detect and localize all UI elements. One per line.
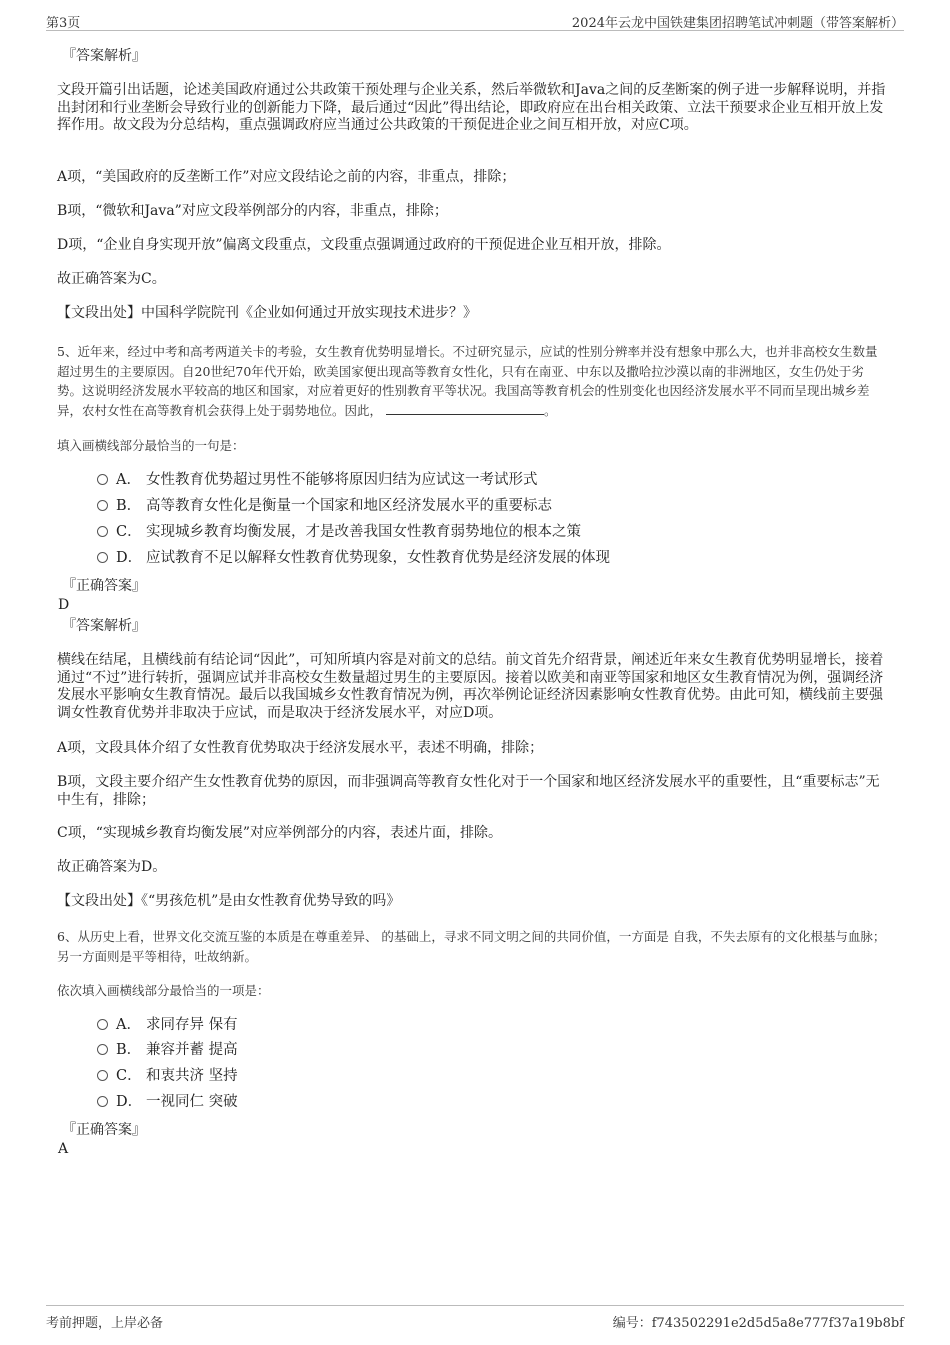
- q4-option-b-analysis: B项，“微软和Java”对应文段举例部分的内容，非重点，排除；: [57, 203, 448, 219]
- q4-analysis-paragraph: 文段开篇引出话题，论述美国政府通过公共政策干预处理与企业关系，然后举微软和Java之间的反垄断案的例子进一步解释说明，并指出封闭和行业垄断会导致行业的创新能力下降，最后通过“因此”得出结论，即政府应在出台相关政策、立法干预要求企业互相开放上发挥作用。故文段为分总结构，重点强调政府应当通过公共政策的干预促进企业之间互相开放，对应C项。: [57, 82, 886, 133]
- q5-source: 【文段出处】《“男孩危机”是由女性教育优势导致的吗》: [57, 893, 401, 909]
- q6-option-c[interactable]: C． 和衷共济 坚持: [97, 1066, 238, 1086]
- radio-icon[interactable]: [97, 1070, 108, 1081]
- q6-stem: 6、从历史上看，世界文化交流互鉴的本质是在尊重差异、 的基础上，寻求不同文明之间的共同价值，一方面是 自我，不失去原有的文化根基与血脉；另一方面则是平等相待，吐故纳新。: [57, 929, 886, 964]
- q5-answer: D: [58, 597, 70, 613]
- radio-icon[interactable]: [97, 1044, 108, 1055]
- page-number: 第3页: [46, 16, 81, 31]
- q4-source: 【文段出处】中国科学院院刊《企业如何通过开放实现技术进步？》: [57, 305, 477, 321]
- q6-option-a[interactable]: A． 求同存异 保有: [97, 1015, 238, 1035]
- q5-option-b[interactable]: B． 高等教育女性化是衡量一个国家和地区经济发展水平的重要标志: [97, 496, 552, 516]
- q5-stem: [57, 342, 887, 420]
- q4-conclusion: 故正确答案为C。: [57, 271, 166, 287]
- option-text: 一视同仁 突破: [146, 1094, 238, 1110]
- q5-stem-end: 。: [544, 402, 557, 418]
- q4-option-a-analysis: A项，“美国政府的反垄断工作”对应文段结论之前的内容，非重点，排除；: [57, 169, 516, 185]
- q6-answer: A: [58, 1141, 69, 1157]
- q4-analysis-heading: 『答案解析』: [62, 48, 146, 64]
- q5-conclusion: 故正确答案为D。: [57, 859, 167, 875]
- q4-option-d-analysis: D项，“企业自身实现开放”偏离文段重点，文段重点强调通过政府的干预促进企业互相开放，排除。: [57, 237, 671, 253]
- option-text: 女性教育优势超过男性不能够将原因归结为应试这一考试形式: [146, 472, 538, 488]
- q5-stem-text: 5、近年来，经过中考和高考两道关卡的考验，女生教育优势明显增长。不过研究显示，应试的性别分辨率并没有想象中那么大，也并非高校女生数量超过男生的主要原因。自20世纪70年代开始，欧美国家便出现高等教育女性化，只有在南亚、中东以及撒哈拉沙漠以南的非洲地区，女生仍处于劣势。这说明经济发展水平较高的地区和国家，对应着更好的性别教育平等状况。我国高等教育机会的性别变化也因经济发展水平不同而呈现出城乡差异，农村女性在高等教育机会获得上处于弱势地位。因此，: [57, 344, 878, 418]
- q5-option-c[interactable]: C． 实现城乡教育均衡发展，才是改善我国女性教育弱势地位的根本之策: [97, 522, 581, 542]
- page-footer: [46, 1305, 904, 1336]
- q6-answer-heading: 『正确答案』: [62, 1122, 146, 1138]
- radio-icon[interactable]: [97, 526, 108, 537]
- page-header: [46, 10, 904, 31]
- q5-option-b-analysis: B项，文段主要介绍产生女性教育优势的原因，而非强调高等教育女性化对于一个国家和地区经济发展水平的重要性，且“重要标志”无中生有，排除；: [57, 774, 880, 808]
- q6-option-d[interactable]: D． 一视同仁 突破: [97, 1092, 238, 1112]
- q5-answer-heading: 『正确答案』: [62, 578, 146, 594]
- radio-icon[interactable]: [97, 500, 108, 511]
- option-text: 和衷共济 坚持: [146, 1068, 238, 1084]
- document-title: 2024年云龙中国铁建集团招聘笔试冲刺题（带答案解析）: [571, 16, 904, 31]
- option-text: 高等教育女性化是衡量一个国家和地区经济发展水平的重要标志: [146, 498, 552, 514]
- q5-option-a[interactable]: A． 女性教育优势超过男性不能够将原因归结为应试这一考试形式: [97, 470, 538, 490]
- q5-option-c-analysis: C项，“实现城乡教育均衡发展”对应举例部分的内容，表述片面，排除。: [57, 825, 503, 841]
- q6-option-b[interactable]: B． 兼容并蓄 提高: [97, 1040, 238, 1060]
- option-text: 应试教育不足以解释女性教育优势现象，女性教育优势是经济发展的体现: [146, 550, 610, 566]
- option-text: 兼容并蓄 提高: [146, 1042, 238, 1058]
- radio-icon[interactable]: [97, 552, 108, 563]
- footer-slogan: 考前押题，上岸必备: [46, 1316, 164, 1331]
- option-text: 实现城乡教育均衡发展，才是改善我国女性教育弱势地位的根本之策: [146, 524, 581, 540]
- q5-option-a-analysis: A项，文段具体介绍了女性教育优势取决于经济发展水平，表述不明确，排除；: [57, 740, 544, 756]
- q5-prompt: 填入画横线部分最恰当的一句是：: [57, 438, 245, 453]
- radio-icon[interactable]: [97, 474, 108, 485]
- q6-prompt: 依次填入画横线部分最恰当的一项是：: [57, 983, 270, 998]
- q5-option-d[interactable]: D． 应试教育不足以解释女性教育优势现象，女性教育优势是经济发展的体现: [97, 548, 610, 568]
- radio-icon[interactable]: [97, 1096, 108, 1107]
- q5-analysis-paragraph: 横线在结尾，且横线前有结论词“因此”，可知所填内容是对前文的总结。前文首先介绍背景，阐述近年来女生教育优势明显增长，接着通过“不过”进行转折，强调应试并非高校女生数量超过男生的主要原因。接着以欧美和南亚等国家和地区女生教育情况为例，强调经济发展水平影响女生教育情况。最后以我国城乡女性教育情况为例，再次举例论证经济因素影响女性教育优势。由此可知，横线前主要强调女性教育优势并非取决于应试，而是取决于经济发展水平，对应D项。: [57, 652, 884, 721]
- q5-analysis-heading: 『答案解析』: [62, 618, 146, 634]
- radio-icon[interactable]: [97, 1019, 108, 1030]
- q5-blank: [386, 402, 544, 415]
- document-id: 编号：f743502291e2d5d5a8e777f37a19b8bf: [612, 1316, 904, 1331]
- option-text: 求同存异 保有: [146, 1017, 238, 1033]
